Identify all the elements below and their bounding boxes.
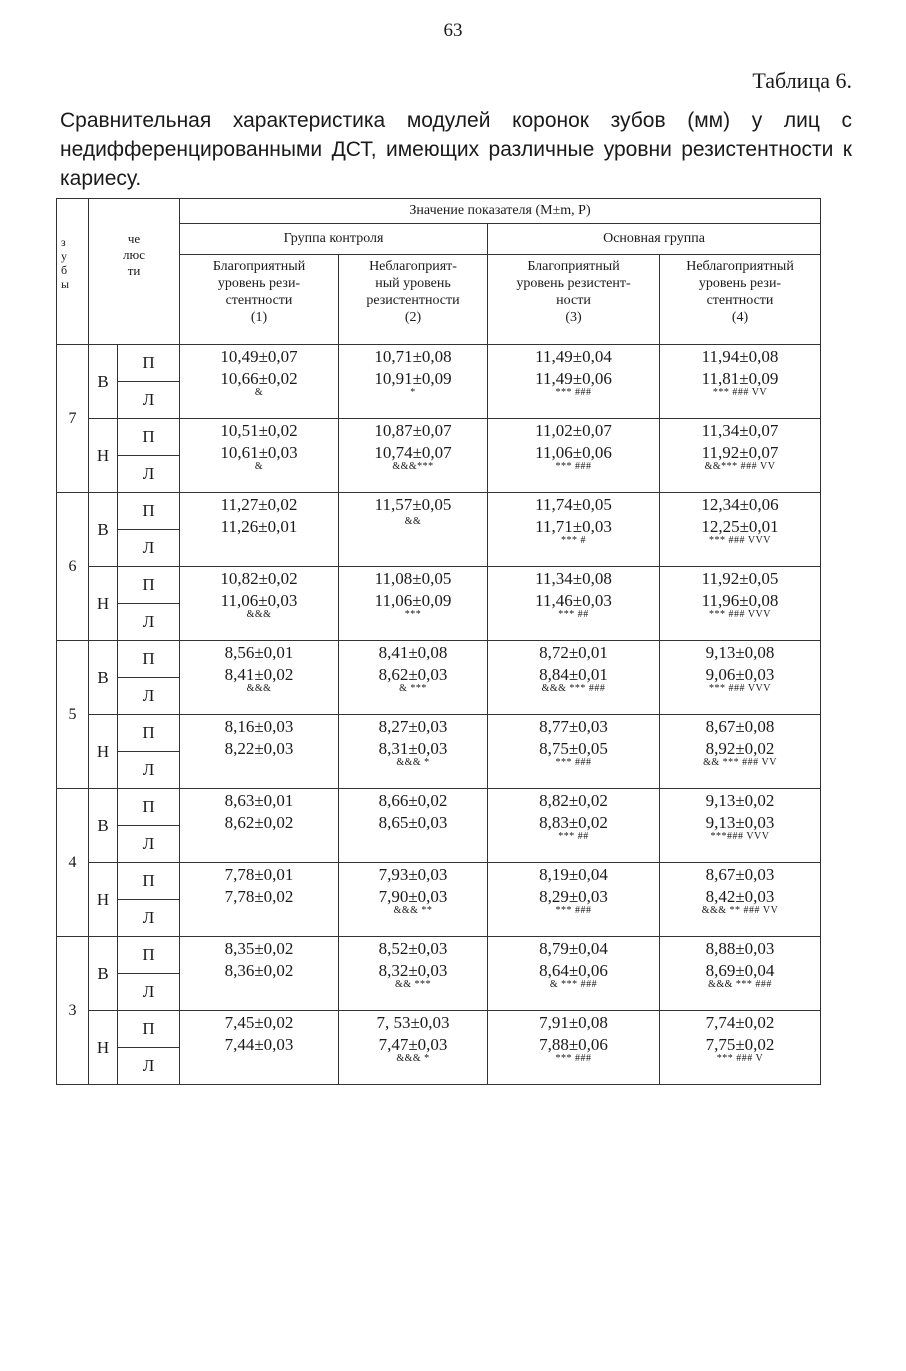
value-upper: 8,41±0,08 xyxy=(378,643,448,662)
value-lower: 8,29±0,03 xyxy=(539,887,608,906)
value-lower: 8,31±0,03 xyxy=(378,739,448,758)
table-row xyxy=(57,345,821,382)
value-upper: 8,27±0,03 xyxy=(378,717,448,736)
value-cell xyxy=(488,789,660,863)
value-upper: 10,49±0,07 xyxy=(220,347,298,366)
jaw-cell: В xyxy=(89,937,118,1011)
value-lower: 11,49±0,06 xyxy=(535,369,612,388)
value-upper: 7,45±0,02 xyxy=(224,1013,294,1032)
value-lower: 8,41±0,02 xyxy=(224,665,294,684)
significance-marks: *** ### VVV xyxy=(709,535,771,546)
surface-cell-p: П xyxy=(118,863,180,900)
value-upper: 12,34±0,06 xyxy=(701,495,779,514)
value-cell xyxy=(180,641,339,715)
data-table xyxy=(56,198,821,1085)
value-lower: 12,25±0,01 xyxy=(701,517,779,536)
value-lower: 8,92±0,02 xyxy=(705,739,775,758)
surface-cell-l: Л xyxy=(118,1048,180,1085)
value-lower: 10,74±0,07 xyxy=(374,443,452,462)
value-lower: 7,75±0,02 xyxy=(705,1035,775,1054)
significance-marks: && *** ### VV xyxy=(703,757,777,768)
value-lower: 8,64±0,06 xyxy=(539,961,608,980)
value-lower: 11,96±0,08 xyxy=(701,591,779,610)
value-upper: 11,94±0,08 xyxy=(701,347,779,366)
tooth-cell: 5 xyxy=(57,641,89,789)
header-col-4-text: Неблагоприятный уровень рези- стентности (4) xyxy=(686,259,794,325)
significance-marks: &&*** ### VV xyxy=(704,461,776,472)
value-cell xyxy=(180,493,339,567)
value-upper: 10,87±0,07 xyxy=(374,421,452,440)
significance-marks: *** ### V xyxy=(716,1053,764,1064)
value-lower: 9,13±0,03 xyxy=(705,813,775,832)
value-upper: 8,63±0,01 xyxy=(224,791,294,810)
surface-cell-l: Л xyxy=(118,900,180,937)
value-upper: 9,13±0,08 xyxy=(705,643,775,662)
value-cell xyxy=(180,1011,339,1085)
value-lower: 7,78±0,02 xyxy=(224,887,294,906)
header-main-group: Основная группа xyxy=(488,224,821,255)
surface-cell-p: П xyxy=(118,715,180,752)
table-header xyxy=(57,199,821,345)
value-cell xyxy=(339,419,488,493)
value-cell xyxy=(660,419,821,493)
header-col-4 xyxy=(660,255,821,345)
significance-marks: & *** ### xyxy=(549,979,598,990)
value-upper: 11,57±0,05 xyxy=(374,495,452,514)
value-lower: 10,61±0,03 xyxy=(220,443,298,462)
significance-marks: & xyxy=(254,461,264,472)
value-cell xyxy=(660,641,821,715)
value-cell xyxy=(488,1011,660,1085)
surface-cell-l: Л xyxy=(118,382,180,419)
header-col-2-text: Неблагоприят- ный уровень резистентности (2) xyxy=(366,259,460,325)
value-cell xyxy=(339,863,488,937)
jaw-cell: В xyxy=(89,641,118,715)
header-zuby-text: з у б ы xyxy=(61,235,70,291)
header-zuby xyxy=(57,199,89,345)
surface-cell-l: Л xyxy=(118,752,180,789)
value-upper: 8,66±0,02 xyxy=(378,791,448,810)
surface-cell-p: П xyxy=(118,493,180,530)
significance-marks: && xyxy=(404,516,422,527)
value-upper: 11,74±0,05 xyxy=(535,495,612,514)
table-row xyxy=(57,1011,821,1048)
value-lower: 11,06±0,06 xyxy=(535,443,612,462)
significance-marks: *** ### xyxy=(555,905,592,916)
value-upper: 10,51±0,02 xyxy=(220,421,298,440)
surface-cell-l: Л xyxy=(118,974,180,1011)
value-cell xyxy=(339,937,488,1011)
surface-cell-p: П xyxy=(118,419,180,456)
value-upper: 11,49±0,04 xyxy=(535,347,612,366)
tooth-cell: 3 xyxy=(57,937,89,1085)
table-row xyxy=(57,567,821,604)
value-upper: 7,78±0,01 xyxy=(224,865,294,884)
value-cell xyxy=(180,789,339,863)
value-upper: 8,88±0,03 xyxy=(705,939,775,958)
significance-marks: *** ## xyxy=(558,831,589,842)
jaw-cell: Н xyxy=(89,1011,118,1085)
value-cell xyxy=(660,567,821,641)
value-cell xyxy=(180,715,339,789)
surface-cell-l: Л xyxy=(118,826,180,863)
significance-marks: &&& ** ### VV xyxy=(701,905,779,916)
tooth-cell: 7 xyxy=(57,345,89,493)
value-upper: 7,93±0,03 xyxy=(378,865,448,884)
value-upper: 8,52±0,03 xyxy=(378,939,448,958)
value-lower: 11,92±0,07 xyxy=(701,443,779,462)
significance-marks: *** ## xyxy=(558,609,589,620)
value-lower: 11,26±0,01 xyxy=(220,517,298,536)
significance-marks: &&& * xyxy=(396,757,430,768)
value-lower: 8,42±0,03 xyxy=(705,887,775,906)
value-cell xyxy=(339,567,488,641)
value-upper: 8,67±0,03 xyxy=(705,865,775,884)
surface-cell-p: П xyxy=(118,567,180,604)
significance-marks: *** ### VV xyxy=(712,387,768,398)
value-cell xyxy=(180,567,339,641)
tooth-cell: 4 xyxy=(57,789,89,937)
significance-marks: *** ### xyxy=(555,757,592,768)
value-upper: 11,34±0,07 xyxy=(701,421,779,440)
significance-marks: &&& xyxy=(246,683,272,694)
surface-cell-l: Л xyxy=(118,604,180,641)
value-upper: 10,82±0,02 xyxy=(220,569,298,588)
table-row xyxy=(57,493,821,530)
header-control-group: Группа контроля xyxy=(180,224,488,255)
significance-marks: *** xyxy=(404,609,422,620)
header-col-1-text: Благоприятный уровень рези- стентности (1) xyxy=(212,259,306,325)
value-lower: 10,66±0,02 xyxy=(220,369,298,388)
surface-cell-l: Л xyxy=(118,530,180,567)
header-chelyusti xyxy=(89,199,180,345)
value-upper: 8,16±0,03 xyxy=(224,717,294,736)
table-row xyxy=(57,863,821,900)
significance-marks: &&& *** ### xyxy=(708,979,772,990)
value-lower: 7,88±0,06 xyxy=(539,1035,608,1054)
value-lower: 8,69±0,04 xyxy=(705,961,775,980)
significance-marks: &&& xyxy=(246,609,272,620)
value-lower: 8,22±0,03 xyxy=(224,739,294,758)
table-row xyxy=(57,419,821,456)
value-lower: 10,91±0,09 xyxy=(374,369,452,388)
jaw-cell: Н xyxy=(89,419,118,493)
surface-cell-p: П xyxy=(118,937,180,974)
value-upper: 7,74±0,02 xyxy=(705,1013,775,1032)
table-row xyxy=(57,641,821,678)
significance-marks: *** ### VVV xyxy=(709,609,771,620)
value-cell xyxy=(488,493,660,567)
value-cell xyxy=(660,937,821,1011)
value-upper: 7, 53±0,03 xyxy=(376,1013,450,1032)
surface-cell-p: П xyxy=(118,789,180,826)
significance-marks: *** ### xyxy=(555,461,592,472)
value-lower: 11,06±0,03 xyxy=(220,591,298,610)
value-cell xyxy=(180,419,339,493)
surface-cell-l: Л xyxy=(118,678,180,715)
page-number: 63 xyxy=(443,20,463,41)
value-upper: 9,13±0,02 xyxy=(705,791,775,810)
header-col-3-text: Благоприятный уровень резистент- ности (3) xyxy=(516,259,631,325)
surface-cell-p: П xyxy=(118,641,180,678)
value-lower: 8,65±0,03 xyxy=(378,813,448,832)
value-upper: 8,77±0,03 xyxy=(539,717,608,736)
value-cell xyxy=(339,345,488,419)
jaw-cell: В xyxy=(89,789,118,863)
value-lower: 8,62±0,03 xyxy=(378,665,448,684)
value-lower: 7,47±0,03 xyxy=(378,1035,448,1054)
value-lower: 11,46±0,03 xyxy=(535,591,612,610)
value-cell xyxy=(488,567,660,641)
significance-marks: *** # xyxy=(561,535,587,546)
tooth-cell: 6 xyxy=(57,493,89,641)
table-row xyxy=(57,715,821,752)
value-lower: 9,06±0,03 xyxy=(705,665,775,684)
value-cell xyxy=(660,789,821,863)
value-lower: 8,32±0,03 xyxy=(378,961,448,980)
surface-cell-l: Л xyxy=(118,456,180,493)
header-col-2 xyxy=(339,255,488,345)
value-cell xyxy=(488,641,660,715)
value-upper: 10,71±0,08 xyxy=(374,347,452,366)
value-upper: 8,79±0,04 xyxy=(539,939,608,958)
significance-marks: &&& ** xyxy=(393,905,433,916)
value-upper: 11,34±0,08 xyxy=(535,569,612,588)
value-lower: 8,75±0,05 xyxy=(539,739,608,758)
value-cell xyxy=(339,641,488,715)
significance-marks: * xyxy=(410,387,416,398)
significance-marks: & xyxy=(254,387,264,398)
significance-marks: &&& *** ### xyxy=(541,683,606,694)
significance-marks: &&&*** xyxy=(392,461,434,472)
value-cell xyxy=(488,419,660,493)
jaw-cell: В xyxy=(89,493,118,567)
table-body xyxy=(57,345,821,1085)
value-cell xyxy=(660,1011,821,1085)
value-cell xyxy=(660,345,821,419)
value-cell xyxy=(660,715,821,789)
value-lower: 7,44±0,03 xyxy=(224,1035,294,1054)
table-label: Таблица 6. xyxy=(752,68,852,93)
value-cell xyxy=(180,345,339,419)
significance-marks: *** ### xyxy=(555,387,592,398)
surface-cell-p: П xyxy=(118,1011,180,1048)
value-upper: 11,92±0,05 xyxy=(701,569,779,588)
jaw-cell: Н xyxy=(89,863,118,937)
value-upper: 8,72±0,01 xyxy=(539,643,608,662)
value-cell xyxy=(488,863,660,937)
value-cell xyxy=(488,937,660,1011)
value-lower: 8,36±0,02 xyxy=(224,961,294,980)
header-col-3 xyxy=(488,255,660,345)
value-cell xyxy=(660,493,821,567)
significance-marks: ***### VVV xyxy=(710,831,770,842)
jaw-cell: Н xyxy=(89,567,118,641)
header-col-1 xyxy=(180,255,339,345)
value-upper: 11,02±0,07 xyxy=(535,421,612,440)
value-cell xyxy=(339,789,488,863)
value-upper: 7,91±0,08 xyxy=(539,1013,608,1032)
value-upper: 11,08±0,05 xyxy=(374,569,452,588)
jaw-cell: В xyxy=(89,345,118,419)
surface-cell-p: П xyxy=(118,345,180,382)
value-lower: 11,71±0,03 xyxy=(535,517,612,536)
significance-marks: &&& * xyxy=(396,1053,430,1064)
value-lower: 11,81±0,09 xyxy=(701,369,779,388)
value-lower: 8,83±0,02 xyxy=(539,813,608,832)
value-lower: 11,06±0,09 xyxy=(374,591,452,610)
value-cell xyxy=(488,715,660,789)
header-value: Значение показателя (M±m, P) xyxy=(180,199,821,224)
value-upper: 8,56±0,01 xyxy=(224,643,294,662)
table-row xyxy=(57,937,821,974)
value-lower: 8,84±0,01 xyxy=(539,665,608,684)
value-lower: 8,62±0,02 xyxy=(224,813,294,832)
table-title: Сравнительная характеристика модулей коронок зубов (мм) у лиц с недифференцированными ДСТ, имеющих различные уровни резистентности к кариесу. xyxy=(60,109,852,190)
significance-marks: && *** xyxy=(394,979,432,990)
value-upper: 8,67±0,08 xyxy=(705,717,775,736)
value-cell xyxy=(339,715,488,789)
value-upper: 8,19±0,04 xyxy=(539,865,608,884)
value-cell xyxy=(180,863,339,937)
value-upper: 11,27±0,02 xyxy=(220,495,298,514)
value-upper: 8,82±0,02 xyxy=(539,791,608,810)
value-cell xyxy=(180,937,339,1011)
significance-marks: *** ### VVV xyxy=(709,683,771,694)
value-cell xyxy=(488,345,660,419)
value-cell xyxy=(339,493,488,567)
significance-marks: & *** xyxy=(399,683,427,694)
significance-marks: *** ### xyxy=(555,1053,592,1064)
value-cell xyxy=(660,863,821,937)
header-chelyusti-text: че люс ти xyxy=(123,231,145,278)
table-row xyxy=(57,789,821,826)
jaw-cell: Н xyxy=(89,715,118,789)
value-cell xyxy=(339,1011,488,1085)
value-lower: 7,90±0,03 xyxy=(378,887,448,906)
value-upper: 8,35±0,02 xyxy=(224,939,294,958)
